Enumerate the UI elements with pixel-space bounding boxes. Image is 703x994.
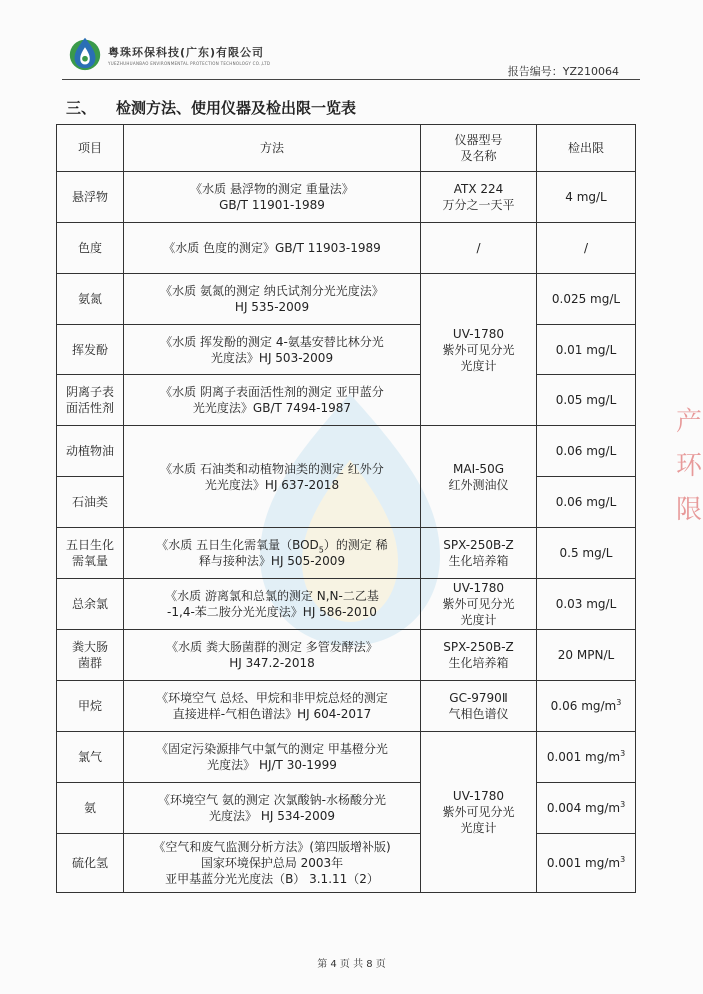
cell-item: 悬浮物: [57, 172, 124, 223]
item-line: 五日生化: [65, 538, 114, 552]
instrument-line: 光度计: [460, 613, 497, 627]
cell-method: [124, 528, 421, 579]
method-line: 光光度法》GB/T 7494-1987: [192, 401, 352, 415]
section-number: 三、: [66, 99, 97, 117]
cell-limit: 0.025 mg/L: [537, 274, 636, 325]
method-line: 《水质 悬浮物的测定 重量法》: [190, 182, 354, 196]
header-limit: 检出限: [537, 125, 636, 172]
cell-limit: 0.5 mg/L: [537, 528, 636, 579]
instrument-line: 生化培养箱: [448, 554, 509, 568]
table-row: [57, 681, 636, 732]
cell-item: 氨: [57, 783, 124, 834]
limit-superscript: 3: [616, 698, 622, 707]
page-number: 第 4 页 共 8 页: [317, 959, 386, 970]
header-instrument-line2: 及名称: [460, 149, 497, 163]
report-number: 报告编号：YZ210064: [507, 65, 619, 78]
instrument-line: UV-1780: [452, 581, 505, 595]
table-row: [57, 732, 636, 783]
cell-instrument-oil: [421, 426, 537, 528]
cell-limit: 0.03 mg/L: [537, 579, 636, 630]
limit-value: 0.004 mg/m: [546, 801, 621, 815]
method-subscript: 5: [318, 545, 324, 555]
table-row: [57, 630, 636, 681]
table-row: [57, 528, 636, 579]
item-line: 菌群: [77, 656, 102, 670]
cell-limit: [537, 732, 636, 783]
table-row: [57, 834, 636, 893]
cell-item: [57, 528, 124, 579]
cell-limit: 0.06 mg/L: [537, 426, 636, 477]
instrument-line: 气相色谱仪: [448, 707, 509, 721]
cell-method: [124, 630, 421, 681]
instrument-line: 紫外可见分光: [442, 597, 515, 611]
cell-item: 硫化氢: [57, 834, 124, 893]
company-logo-icon: [66, 34, 104, 72]
cell-instrument-uv-group1: [421, 274, 537, 426]
method-line: 《水质 石油类和动植物油类的测定 红外分: [160, 461, 384, 476]
item-line: 粪大肠: [71, 640, 108, 654]
cell-method: [124, 274, 421, 325]
method-line: 亚甲基蓝分光光度法（B） 3.1.11（2）: [165, 872, 379, 886]
cell-item: [57, 375, 124, 426]
method-line: 光度法》 HJ/T 30-1999: [207, 758, 337, 772]
method-line: 光度法》HJ 503-2009: [210, 350, 334, 365]
cell-limit: 0.05 mg/L: [537, 375, 636, 426]
instrument-line: UV-1780: [452, 789, 505, 803]
instrument-line: 光度计: [460, 821, 497, 835]
item-line: 需氧量: [71, 554, 108, 568]
method-line: ）的测定 稀: [323, 538, 388, 552]
cell-instrument: [421, 172, 537, 223]
table-row: [57, 172, 636, 223]
table-row: [57, 274, 636, 325]
method-line: HJ 347.2-2018: [229, 656, 315, 670]
limit-value: 0.06 mg/m: [550, 699, 617, 713]
item-line: 阴离子表: [65, 385, 114, 399]
method-line: 《固定污染源排气中氯气的测定 甲基橙分光: [156, 742, 388, 756]
method-line: 《水质 游离氯和总氯的测定 N,N-二乙基: [165, 589, 379, 603]
cell-limit: [537, 783, 636, 834]
table-header-row: [57, 125, 636, 172]
method-line: HJ 535-2009: [234, 300, 310, 314]
cell-instrument: [421, 579, 537, 630]
cell-instrument: /: [421, 223, 537, 274]
cell-item: 氯气: [57, 732, 124, 783]
method-instrument-table: [56, 124, 636, 893]
cell-item: [57, 630, 124, 681]
limit-value: 0.001 mg/m: [546, 856, 621, 870]
instrument-line: SPX-250B-Z: [443, 640, 514, 654]
cell-instrument-uv-group2: [421, 732, 537, 893]
limit-superscript: 3: [620, 855, 626, 864]
limit-value: 0.001 mg/m: [546, 750, 621, 764]
section-heading: 检测方法、使用仪器及检出限一览表: [116, 99, 357, 117]
method-line: 光度法》 HJ 534-2009: [209, 809, 335, 823]
cell-item: 色度: [57, 223, 124, 274]
header-instrument: [421, 125, 537, 172]
cell-method: [124, 834, 421, 893]
cell-item: 总余氯: [57, 579, 124, 630]
cell-item: 动植物油: [57, 426, 124, 477]
method-line: 《水质 阴离子表面活性剂的测定 亚甲蓝分: [160, 385, 384, 399]
method-line: 《环境空气 氨的测定 次氯酸钠-水杨酸分光: [158, 793, 386, 807]
instrument-line: 红外测油仪: [448, 477, 509, 492]
cell-method: [124, 681, 421, 732]
cell-method: [124, 172, 421, 223]
table-row: [57, 223, 636, 274]
cell-item: 氨氮: [57, 274, 124, 325]
cell-limit: /: [537, 223, 636, 274]
table-row: [57, 579, 636, 630]
instrument-line: 光度计: [460, 358, 497, 373]
cell-limit: 20 MPN/L: [537, 630, 636, 681]
cell-method: [124, 579, 421, 630]
instrument-line: 生化培养箱: [448, 656, 509, 670]
cell-limit: [537, 681, 636, 732]
cell-method: [124, 783, 421, 834]
method-line: 《环境空气 总烃、甲烷和非甲烷总烃的测定: [156, 691, 388, 705]
stamp-char: 环: [676, 451, 703, 481]
cell-limit: [537, 834, 636, 893]
cell-method-oil: [124, 426, 421, 528]
instrument-line: MAI-50G: [453, 461, 504, 476]
company-name: 粤珠环保科技(广东)有限公司: [108, 46, 265, 59]
instrument-line: SPX-250B-Z: [443, 538, 514, 552]
table-row: [57, 375, 636, 426]
limit-superscript: 3: [620, 800, 626, 809]
cell-method: 《水质 色度的测定》GB/T 11903-1989: [124, 223, 421, 274]
item-line: 面活性剂: [65, 401, 114, 415]
header-divider: [62, 79, 640, 80]
method-line: GB/T 11901-1989: [219, 198, 325, 212]
method-line: 《空气和废气监测分析方法》(第四版增补版): [153, 840, 391, 854]
cell-instrument: [421, 681, 537, 732]
method-line: 《水质 氨氮的测定 纳氏试剂分光光度法》: [160, 284, 384, 298]
cell-limit: 0.01 mg/L: [537, 325, 636, 375]
cell-method: [124, 375, 421, 426]
header-item: 项目: [57, 125, 124, 172]
method-line: 《水质 五日生化需氧量（BOD: [156, 538, 319, 552]
method-line: 光光度法》HJ 637-2018: [204, 477, 340, 492]
instrument-line: GC-9790Ⅱ: [449, 691, 508, 705]
section-title: [66, 97, 356, 118]
cell-instrument: [421, 528, 537, 579]
cell-item: 石油类: [57, 477, 124, 528]
instrument-line: UV-1780: [452, 326, 505, 341]
cell-limit: 4 mg/L: [537, 172, 636, 223]
table-row: [57, 325, 636, 375]
stamp-char: 产: [676, 407, 703, 437]
table-row: [57, 426, 636, 477]
table-row: [57, 783, 636, 834]
header-instrument-line1: 仪器型号: [454, 133, 503, 147]
method-line: -1,4-苯二胺分光光度法》HJ 586-2010: [167, 605, 377, 619]
method-line: 国家环境保护总局 2003年: [200, 856, 344, 870]
method-line: 释与接种法》HJ 505-2009: [198, 554, 346, 568]
instrument-line: 紫外可见分光: [442, 342, 515, 357]
method-line: 《水质 挥发酚的测定 4-氨基安替比林分光: [160, 334, 384, 349]
cell-method: [124, 732, 421, 783]
cell-item: 甲烷: [57, 681, 124, 732]
instrument-line: 紫外可见分光: [442, 805, 515, 819]
method-line: 《水质 粪大肠菌群的测定 多管发酵法》: [166, 640, 378, 654]
instrument-line: ATX 224: [453, 182, 504, 196]
header-method: 方法: [124, 125, 421, 172]
method-line: 直接进样-气相色谱法》HJ 604-2017: [172, 707, 372, 721]
limit-superscript: 3: [620, 749, 626, 758]
stamp-char: 限: [676, 495, 703, 525]
cell-method: [124, 325, 421, 375]
cell-instrument: [421, 630, 537, 681]
instrument-line: 万分之一天平: [442, 198, 515, 212]
company-name-english: YUEZHUHUANBAO ENVIRONMENTAL PROTECTION TECHNOLOGY CO.,LTD: [108, 61, 271, 66]
cell-limit: 0.06 mg/L: [537, 477, 636, 528]
cell-item: 挥发酚: [57, 325, 124, 375]
